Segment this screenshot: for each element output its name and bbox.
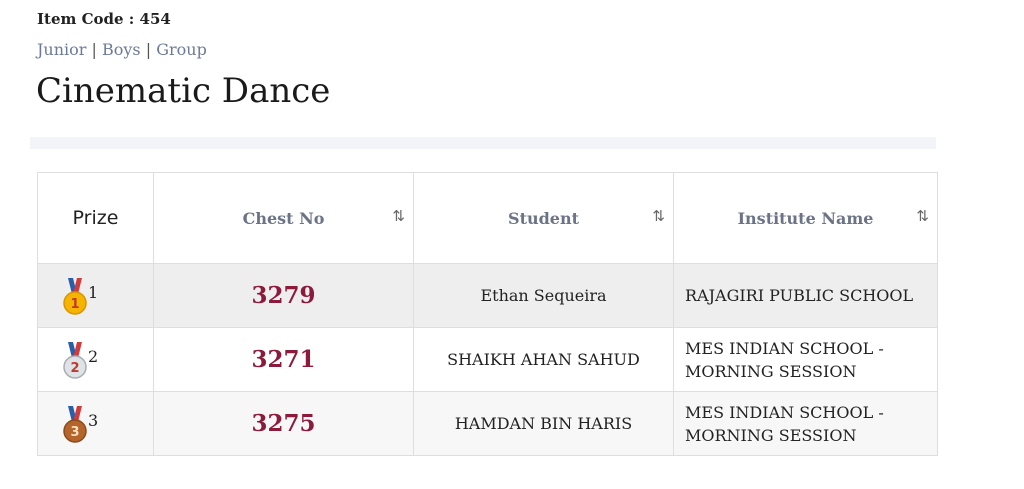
column-header-prize: Prize [38, 173, 154, 264]
student-name: Ethan Sequeira [414, 264, 674, 328]
column-header-label: Chest No [242, 208, 325, 228]
column-header-label: Institute Name [737, 208, 874, 228]
svg-text:3: 3 [70, 424, 80, 440]
category-separator: | [145, 40, 152, 59]
divider-bar [30, 137, 936, 149]
silver-medal-icon [60, 340, 90, 380]
gold-medal-icon [60, 276, 90, 316]
page-title: Cinematic Dance [36, 71, 331, 111]
column-header-chest-no[interactable] [154, 173, 414, 264]
item-code: Item Code : 454 [37, 10, 171, 28]
chest-number: 3271 [154, 328, 414, 392]
table-header-row [38, 173, 938, 264]
prize-cell [38, 328, 154, 392]
svg-text:1: 1 [70, 296, 80, 312]
sort-icon[interactable]: ⇅ [652, 207, 665, 225]
prize-cell [38, 392, 154, 456]
column-header-label: Student [508, 208, 579, 228]
chest-number: 3279 [154, 264, 414, 328]
results-table [37, 172, 938, 456]
sort-icon[interactable]: ⇅ [916, 207, 929, 225]
prize-number: 3 [88, 410, 99, 430]
prize-number: 2 [88, 346, 99, 366]
category-junior: Junior [37, 40, 87, 59]
category-separator: | [91, 40, 97, 59]
institute-name: MES INDIAN SCHOOL - MORNING SESSION [674, 328, 938, 392]
column-header-institute[interactable] [674, 173, 938, 264]
institute-name: MES INDIAN SCHOOL - MORNING SESSION [674, 392, 938, 456]
category-breadcrumb [37, 40, 207, 59]
sort-icon[interactable]: ⇅ [392, 207, 405, 225]
student-name: HAMDAN BIN HARIS [414, 392, 674, 456]
bronze-medal-icon [60, 404, 90, 444]
table-row [38, 392, 938, 456]
table-row [38, 328, 938, 392]
table-row [38, 264, 938, 328]
chest-number: 3275 [154, 392, 414, 456]
svg-text:2: 2 [70, 360, 80, 376]
institute-name: RAJAGIRI PUBLIC SCHOOL [674, 264, 938, 328]
student-name: SHAIKH AHAN SAHUD [414, 328, 674, 392]
prize-cell [38, 264, 154, 328]
prize-number: 1 [88, 282, 99, 302]
category-group: Group [156, 40, 207, 59]
column-header-student[interactable] [414, 173, 674, 264]
category-boys: Boys [102, 40, 141, 59]
